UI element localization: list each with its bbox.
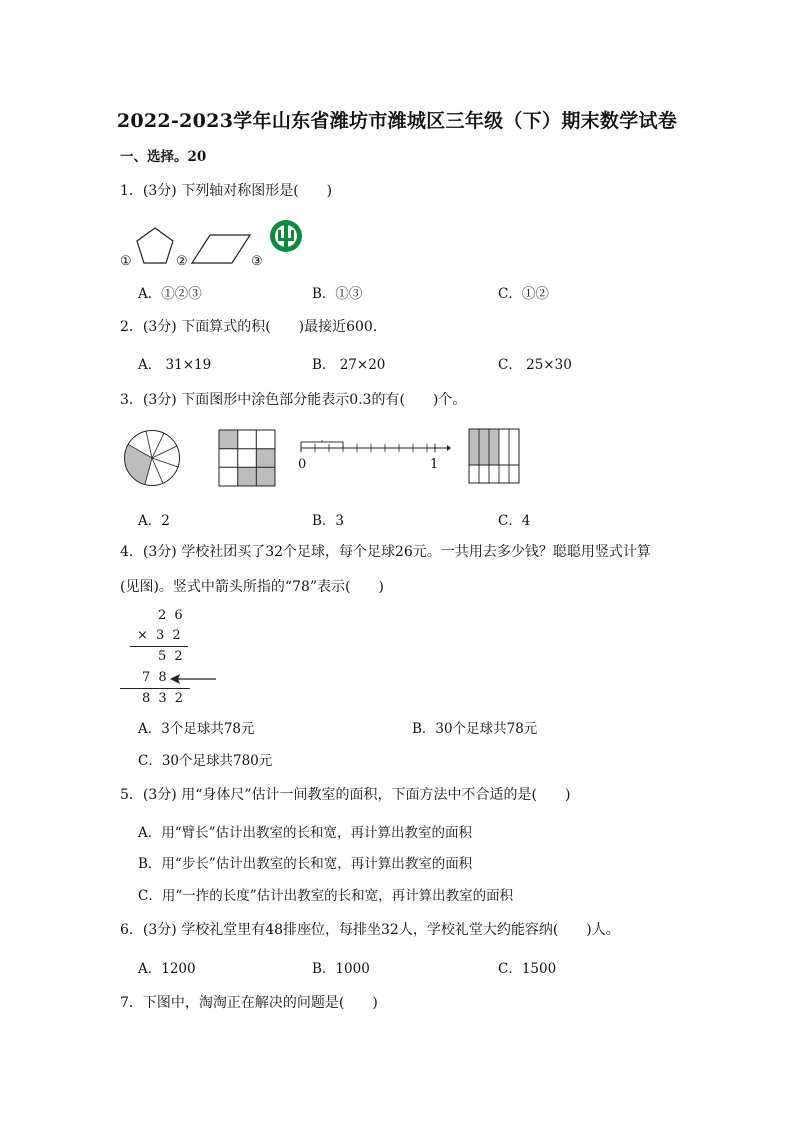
question-1-stem: 1．(3分) 下列轴对称图形是( ) — [120, 183, 333, 199]
pentagon-figure — [134, 225, 176, 267]
q3-option-a: A．2 — [138, 513, 170, 529]
calc-row-5: 8 3 2 — [142, 691, 186, 706]
q3-option-c: C．4 — [498, 513, 531, 529]
q6-option-b: B．1000 — [312, 961, 370, 977]
bank-logo-icon — [268, 216, 304, 256]
q1-option-c: C．①② — [498, 286, 549, 302]
number-line-one: 1 — [430, 457, 439, 472]
calc-row-4: 7 8 — [142, 670, 169, 685]
q6-option-c: C．1500 — [498, 961, 557, 977]
q2-option-b: B． 27×20 — [312, 357, 386, 373]
q5-option-b: B．用“步长”估计出教室的长和宽，再计算出教室的面积 — [138, 856, 473, 872]
calc-line-1 — [130, 646, 188, 647]
calc-row-2: × 3 2 — [137, 628, 183, 643]
q4-option-c: C．30个足球共780元 — [138, 753, 273, 769]
question-3-stem: 3．(3分) 下面图形中涂色部分能表示0.3的有( )个。 — [120, 392, 467, 408]
page-title: 2022-2023学年山东省潍坊市潍城区三年级（下）期末数学试卷 — [116, 110, 678, 132]
calc-row-1: 2 6 — [158, 608, 185, 623]
q4-option-a: A．3个足球共78元 — [138, 721, 255, 737]
question-5-stem: 5．(3分) 用“身体尺”估计一间教室的面积，下面方法中不合适的是( ) — [120, 787, 571, 803]
question-4-stem-line2: (见图)。竖式中箭头所指的“78”表示( ) — [120, 579, 384, 595]
left-arrow-icon — [170, 672, 216, 686]
calc-line-2 — [120, 688, 190, 689]
parallelogram-figure — [190, 233, 252, 265]
shaded-grid-figure — [218, 429, 276, 487]
q2-option-a: A． 31×19 — [138, 357, 212, 373]
number-line-figure — [297, 440, 451, 460]
number-line-zero: 0 — [298, 457, 307, 472]
q1-option-a: A．①②③ — [138, 286, 202, 302]
shaded-circle-figure — [119, 425, 185, 491]
question-2-stem: 2．(3分) 下面算式的积( )最接近600． — [120, 319, 387, 335]
q6-option-a: A．1200 — [138, 961, 196, 977]
figure-label-1: ① — [120, 254, 132, 269]
q3-option-b: B．3 — [312, 513, 345, 529]
figure-label-2: ② — [176, 254, 188, 269]
figure-label-3: ③ — [251, 254, 263, 269]
question-4-stem-line1: 4．(3分) 学校社团买了32个足球，每个足球26元。一共用去多少钱？聪聪用竖式计算 — [120, 544, 651, 560]
question-6-stem: 6．(3分) 学校礼堂里有48排座位，每排坐32人，学校礼堂大约能容纳( )人。 — [120, 922, 620, 938]
calc-row-3: 5 2 — [158, 649, 185, 664]
q2-option-c: C． 25×30 — [498, 357, 572, 373]
q1-option-b: B．①③ — [312, 286, 363, 302]
q5-option-a: A．用“臂长”估计出教室的长和宽，再计算出教室的面积 — [138, 825, 473, 841]
shaded-strips-figure — [468, 428, 520, 484]
question-7-stem: 7．下图中，淘淘正在解决的问题是( ) — [120, 995, 378, 1011]
q4-option-b: B．30个足球共78元 — [412, 721, 538, 737]
section-heading: 一、选择。20 — [120, 149, 207, 165]
q5-option-c: C．用“一拃的长度”估计出教室的长和宽，再计算出教室的面积 — [138, 888, 514, 904]
